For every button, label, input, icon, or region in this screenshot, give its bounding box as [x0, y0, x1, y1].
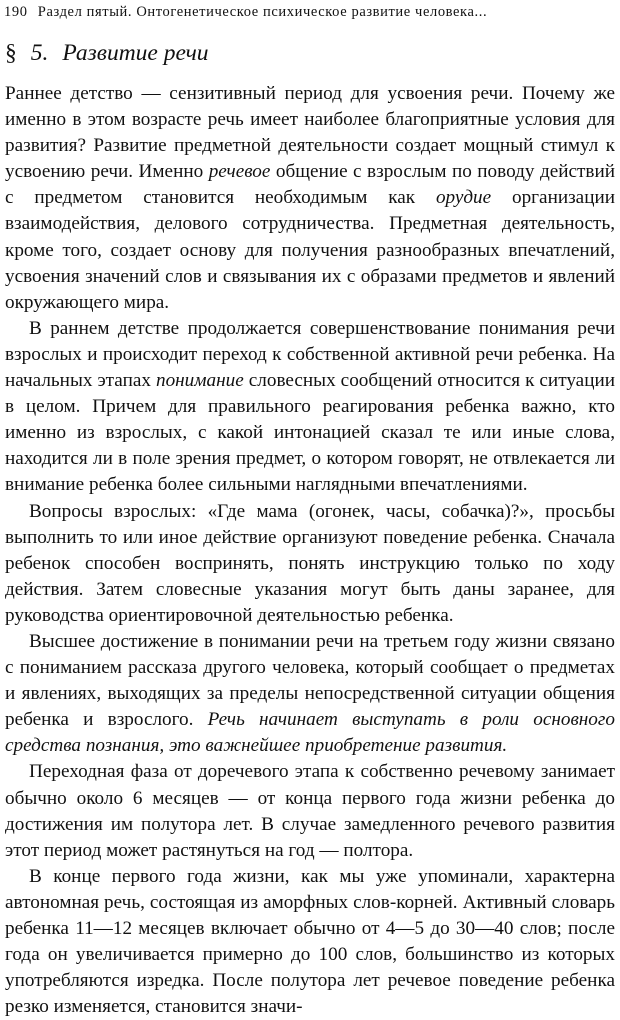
text-span: В конце первого года жизни, как мы уже упоминали, характерна автономная речь, состоящая из аморфных слов-корней. Активный словарь ребенка 11—12 месяцев включает обычно от 4—5 до 30—40 слов; после года он увеличивается примерно до 100 слов, большинство из которых употребляются изредка. После полутора лет речевое поведение ребенка резко изменяется, становится значи-: [5, 865, 615, 1018]
emphasis-span: речевое: [208, 161, 271, 183]
text-span: организации взаимодействия, делового сотрудничества. Предметная деятельность, кроме того, создает основу для получения разнообразных впечатлений, усвоения значений слов и связывания их с образами предметов и явлений окружающего мира.: [5, 187, 616, 313]
paragraph-6: [5, 864, 615, 1020]
running-title: Раздел пятый. Онтогенетическое психическое развитие человека...: [37, 4, 488, 20]
emphasis-span: Речь начинает выступать в роли основного средства познания, это важнейшее приобретение развития.: [5, 709, 615, 757]
section-sign: §: [5, 40, 17, 66]
text-span: В раннем детстве продолжается совершенствование понимания речи взрослых и происходит переход к собственной активной речи ребенка. На начальных этапах: [5, 317, 615, 392]
text-span: Вопросы взрослых: «Где мама (огонек, часы, собачка)?», просьбы выполнить то или иное действие организуют поведение ребенка. Сначала ребенок способен воспринять, понять инструкцию только по ходу действия. Затем словесные указания могут быть даны заранее, для руководства ориентировочной деятельностью ребенка.: [5, 500, 615, 626]
paragraph-2: [5, 316, 615, 499]
section-heading: [5, 38, 209, 68]
paragraph-4: [5, 629, 615, 759]
page-number: 190: [4, 4, 28, 20]
text-span: общение с взрослым по поводу действий с предметом становится необходимым как: [5, 161, 616, 209]
body-text: [5, 81, 615, 1020]
section-number: 5.: [30, 40, 49, 66]
text-span: словесных сообщений относится к ситуации в целом. Причем для правильного реагирования ребенка важно, кто именно из взрослых, с какой интонацией сказал те или иные слова, находится ли в поле зрения предмет, о котором говорят, не отвлекается ли внимание ребенка более сильными наглядными впечатлениями.: [5, 370, 615, 496]
paragraph-3: [5, 499, 615, 629]
running-header: [4, 2, 616, 22]
paragraph-1: [5, 81, 615, 316]
paragraph-5: [5, 759, 615, 863]
text-span: Высшее достижение в понимании речи на третьем году жизни связано с пониманием рассказа другого человека, который сообщает о предметах и явлениях, выходящих за пределы непосредственной ситуации общения ребенка и взрослого.: [5, 630, 615, 731]
section-title: Развитие речи: [62, 40, 209, 66]
text-span: Переходная фаза от доречевого этапа к собственно речевому занимает обычно около 6 месяцев — от конца первого года жизни ребенка до достижения им полутора лет. В случае замедленного речевого развития этот период может растянуться на год — полтора.: [5, 761, 615, 861]
emphasis-span: понимание: [155, 370, 244, 392]
emphasis-span: орудие: [435, 187, 492, 209]
text-span: Раннее детство — сензитивный период для усвоения речи. Почему же именно в этом возрасте речь имеет наиболее благоприятные условия для развития? Развитие предметной деятельности создает мощный стимул к усвоению речи. Именно: [5, 83, 615, 183]
